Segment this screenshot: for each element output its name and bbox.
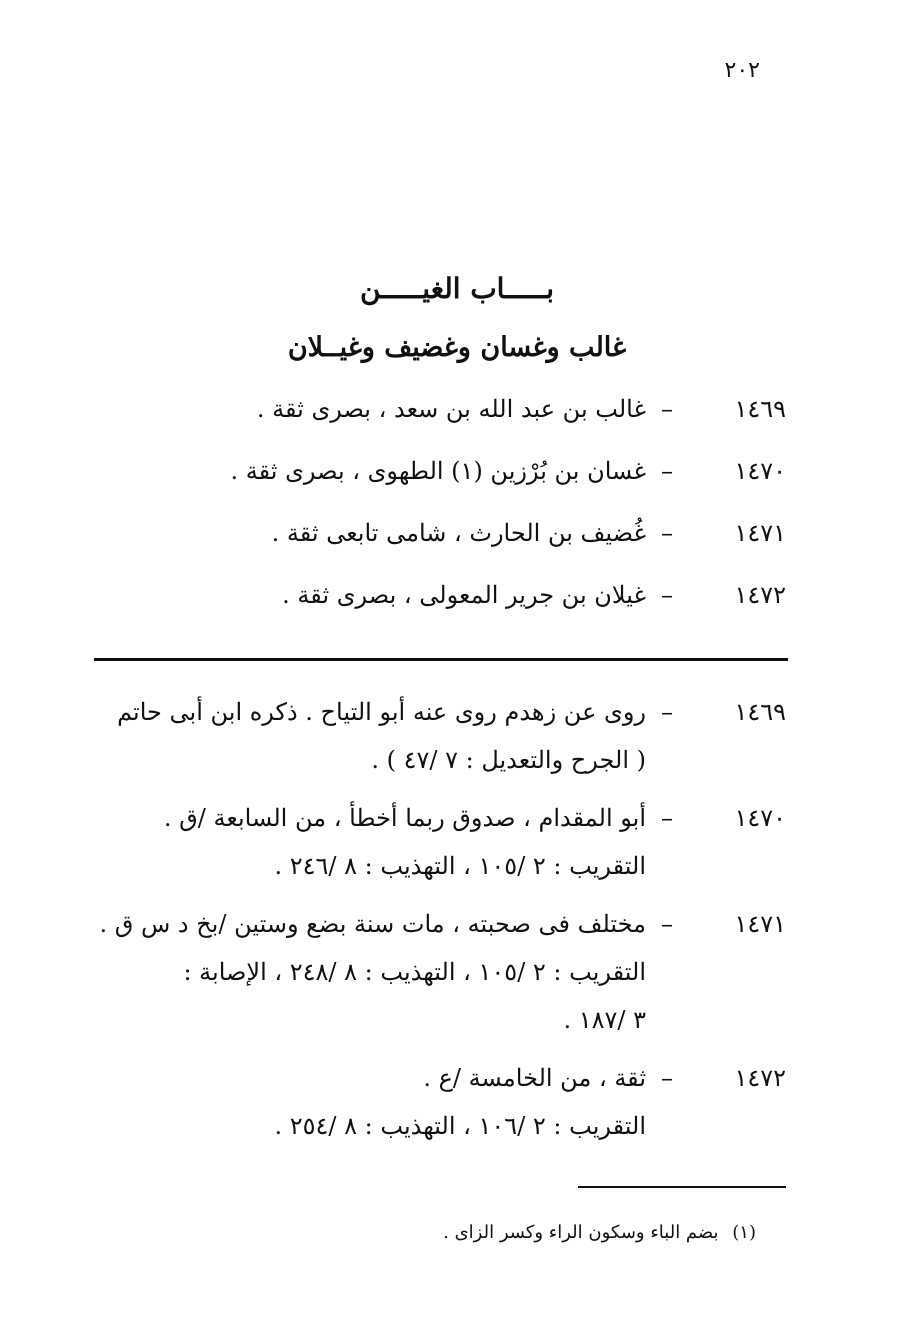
entry-1472 bbox=[166, 581, 786, 643]
entry-1469 bbox=[166, 395, 786, 457]
note-dash: – bbox=[661, 804, 673, 832]
notes-list bbox=[86, 688, 786, 1160]
note-line: مختلف فى صحبته ، مات سنة بضع وستين /بخ د س ق . bbox=[99, 910, 646, 938]
note-number: ١٤٧٠ bbox=[734, 804, 786, 832]
note-1469 bbox=[86, 688, 786, 784]
entry-number: ١٤٧٢ bbox=[734, 581, 786, 609]
entry-dash: – bbox=[661, 581, 673, 609]
entry-number: ١٤٦٩ bbox=[734, 395, 786, 423]
footnote-marker: (١) bbox=[732, 1222, 756, 1243]
footnote-text: بضم الباء وسكون الراء وكسر الزاى . bbox=[443, 1222, 719, 1243]
note-1472 bbox=[86, 1054, 786, 1150]
entry-text: غالب بن عبد الله بن سعد ، بصرى ثقة . bbox=[256, 395, 646, 423]
note-line: التقريب : ٢ /١٠٥ ، التهذيب : ٨ /٢٤٨ ، الإصابة : bbox=[183, 958, 646, 986]
note-line: أبو المقدام ، صدوق ربما أخطأ ، من السابعة /ق . bbox=[163, 804, 646, 832]
note-number: ١٤٧١ bbox=[734, 910, 786, 938]
note-body bbox=[86, 900, 646, 1044]
note-dash: – bbox=[661, 1064, 673, 1092]
entry-list bbox=[166, 395, 786, 643]
chapter-title: بـــــاب الغيـــــن bbox=[359, 272, 555, 305]
entry-text: غيلان بن جرير المعولى ، بصرى ثقة . bbox=[282, 581, 646, 609]
note-body bbox=[86, 794, 646, 890]
entry-1470 bbox=[166, 457, 786, 519]
note-1471 bbox=[86, 900, 786, 1044]
note-line: التقريب : ٢ /١٠٥ ، التهذيب : ٨ /٢٤٦ . bbox=[274, 852, 646, 880]
note-dash: – bbox=[661, 910, 673, 938]
entry-dash: – bbox=[661, 395, 673, 423]
footnote-divider bbox=[578, 1186, 786, 1188]
entry-1471 bbox=[166, 519, 786, 581]
footnote bbox=[236, 1222, 756, 1243]
page-number: ٢٠٢ bbox=[724, 58, 760, 83]
entry-text: غُضيف بن الحارث ، شامى تابعى ثقة . bbox=[271, 519, 646, 547]
entry-number: ١٤٧٠ bbox=[734, 457, 786, 485]
note-1470 bbox=[86, 794, 786, 890]
note-body bbox=[86, 688, 646, 784]
note-dash: – bbox=[661, 698, 673, 726]
note-body bbox=[86, 1054, 646, 1150]
note-number: ١٤٧٢ bbox=[734, 1064, 786, 1092]
entry-text: غسان بن بُرْزين (١) الطهوى ، بصرى ثقة . bbox=[230, 457, 646, 485]
note-line: التقريب : ٢ /١٠٦ ، التهذيب : ٨ /٢٥٤ . bbox=[274, 1112, 646, 1140]
note-line: ثقة ، من الخامسة /ع . bbox=[423, 1064, 646, 1092]
section-title: غالب وغسان وغضيف وغيــلان bbox=[287, 332, 627, 363]
entry-dash: – bbox=[661, 457, 673, 485]
entry-number: ١٤٧١ bbox=[734, 519, 786, 547]
note-line: ٣ /١٨٧ . bbox=[563, 1006, 646, 1034]
note-line: روى عن زهدم روى عنه أبو التياح . ذكره ابن أبى حاتم bbox=[117, 698, 646, 726]
note-line: ( الجرح والتعديل : ٧ /٤٧ ) . bbox=[371, 746, 646, 774]
entry-dash: – bbox=[661, 519, 673, 547]
notes-divider bbox=[94, 658, 788, 661]
note-number: ١٤٦٩ bbox=[734, 698, 786, 726]
